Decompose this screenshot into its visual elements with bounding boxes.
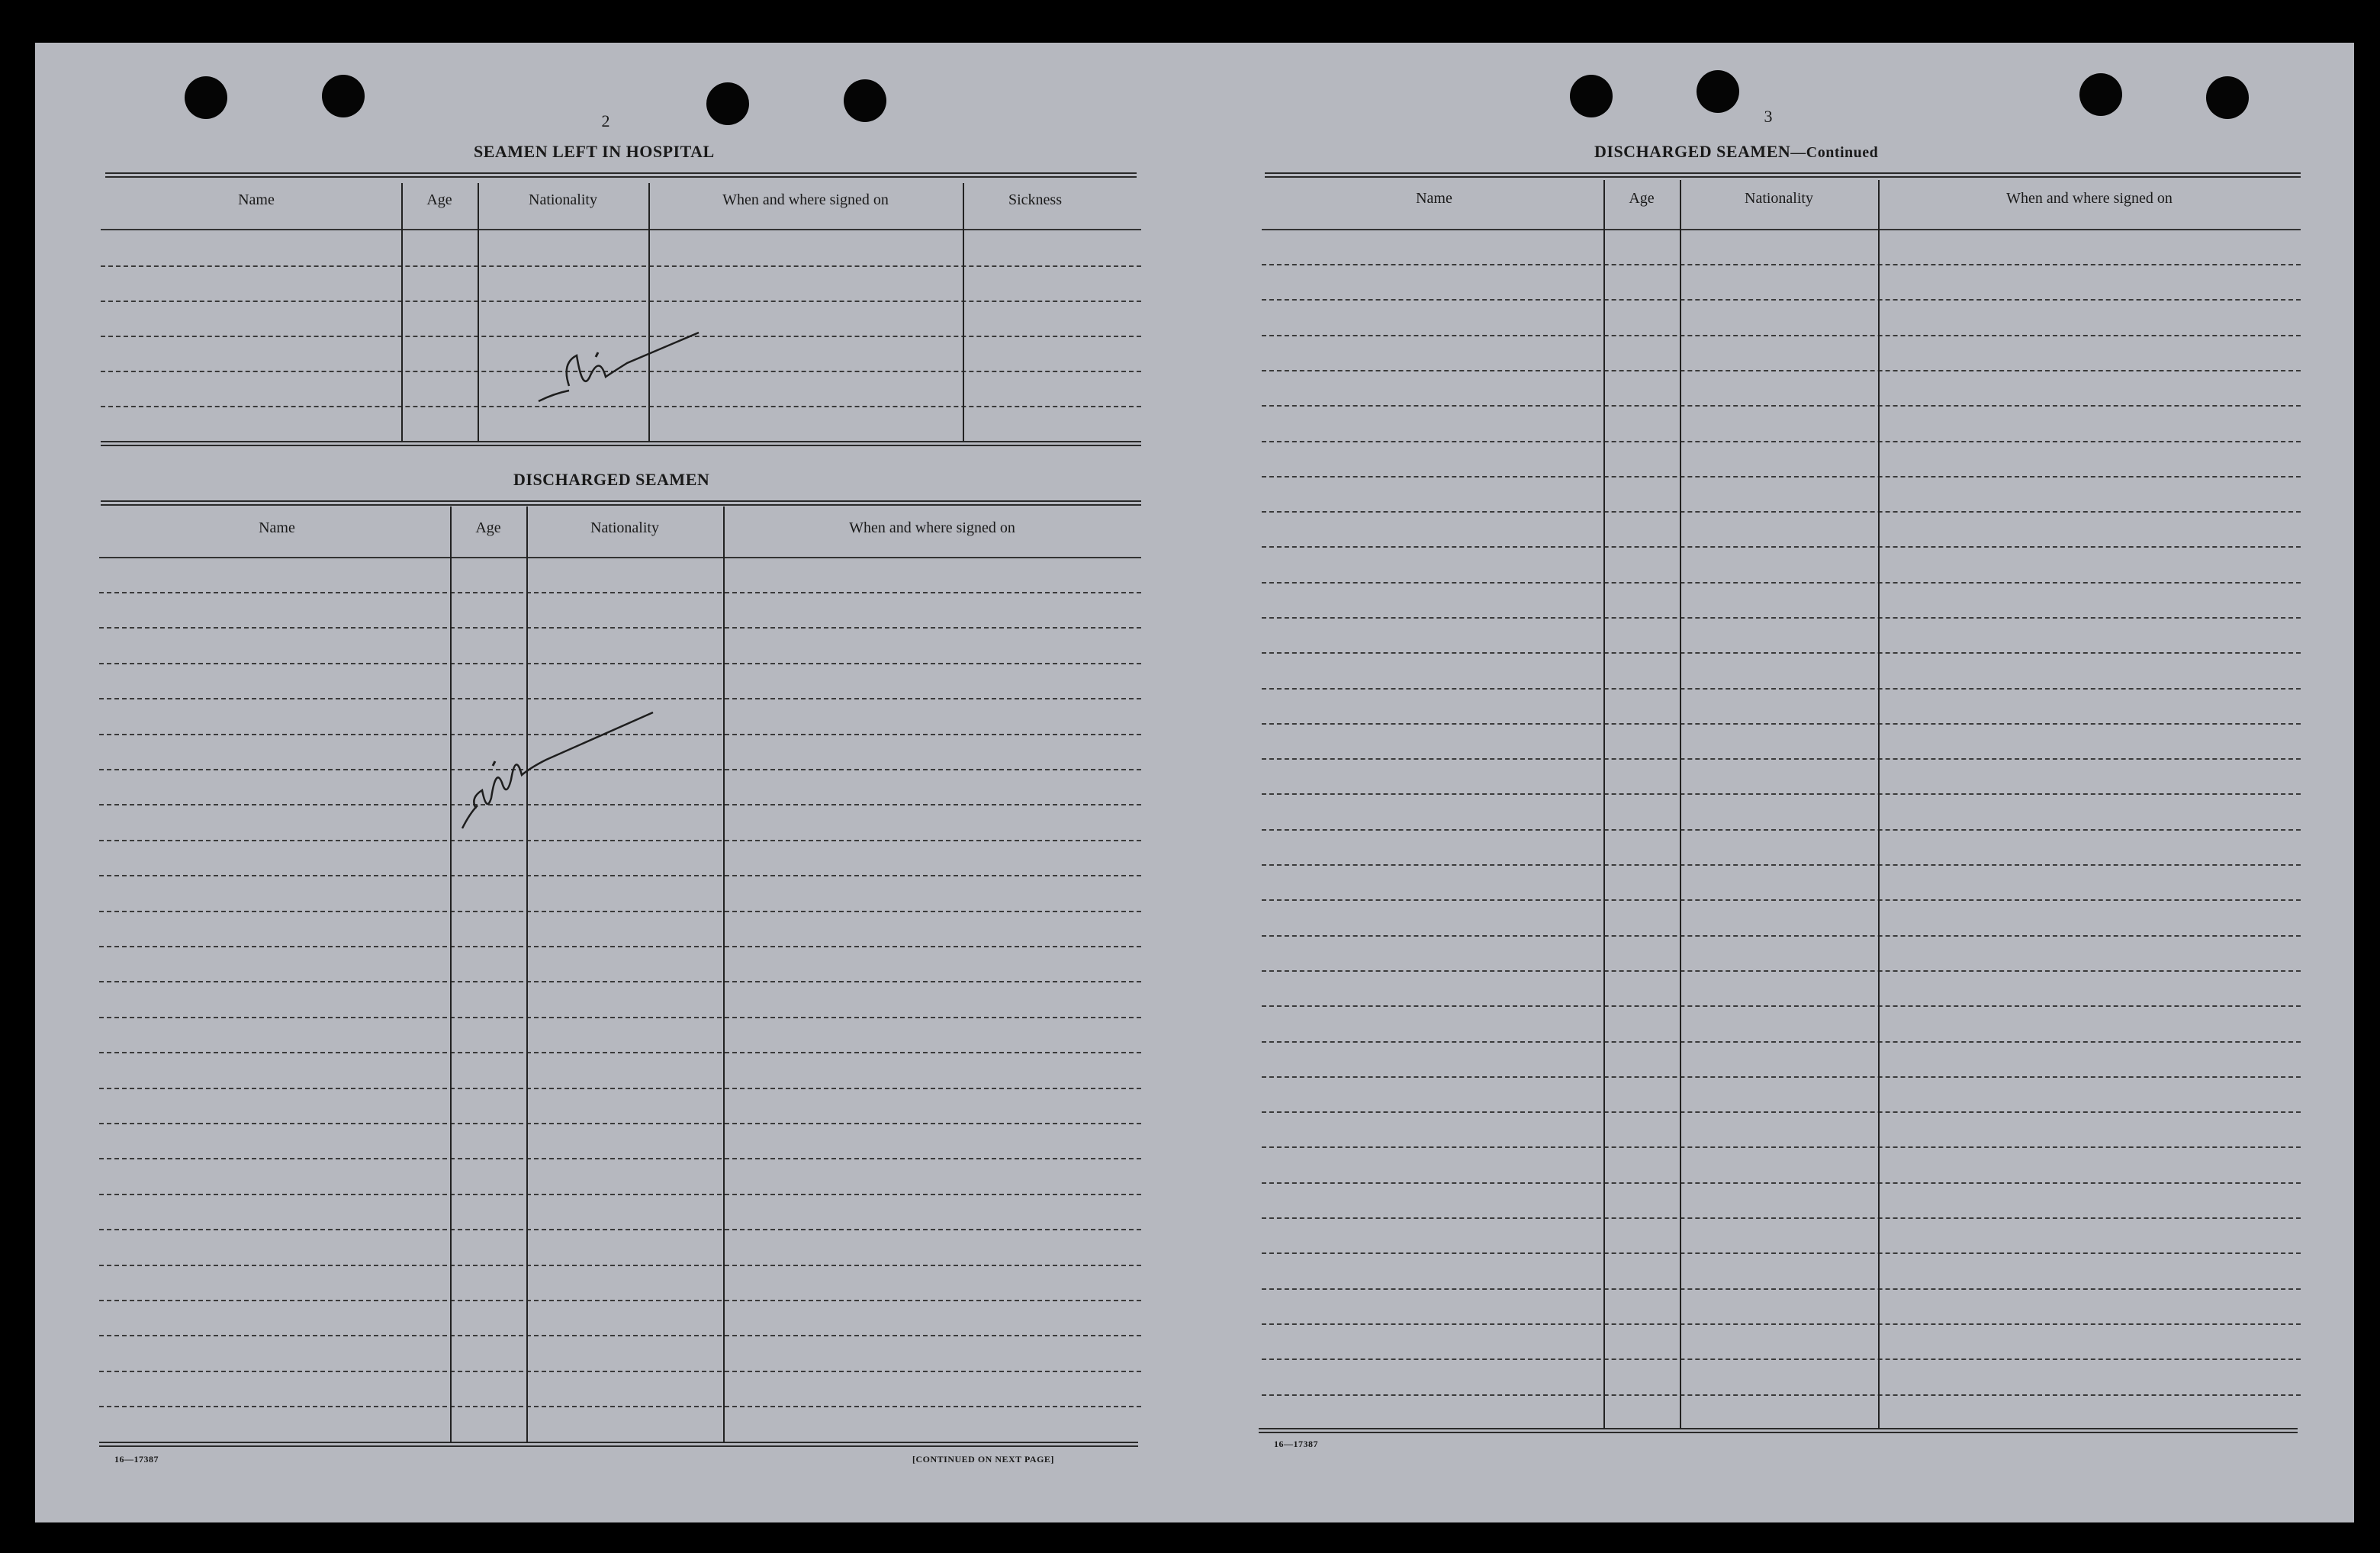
right-header-rule xyxy=(1262,229,2301,230)
table-row xyxy=(99,1229,1141,1230)
discharged-col-name: Name xyxy=(259,519,295,536)
table-row xyxy=(99,1194,1141,1195)
hospital-section-title: SEAMEN LEFT IN HOSPITAL xyxy=(474,142,715,161)
table-row xyxy=(99,1158,1141,1159)
table-row xyxy=(99,1123,1141,1124)
page-number-right: 3 xyxy=(1764,107,1773,126)
punch-hole xyxy=(322,75,365,117)
table-row xyxy=(99,1088,1141,1089)
hospital-col-nationality: Nationality xyxy=(529,191,597,208)
table-row xyxy=(1262,441,2301,442)
discharged-section-title: DISCHARGED SEAMEN xyxy=(513,470,710,489)
hospital-col-divider xyxy=(478,183,479,442)
table-row xyxy=(99,875,1141,876)
table-row xyxy=(99,1265,1141,1266)
table-row xyxy=(1262,1288,2301,1290)
discharged-top-rule xyxy=(101,500,1141,506)
table-row xyxy=(1262,829,2301,831)
right-col-age: Age xyxy=(1629,190,1655,207)
discharged-continued-title xyxy=(1594,142,1878,162)
nil-handwriting xyxy=(493,302,767,424)
table-row xyxy=(99,1052,1141,1053)
table-row xyxy=(1262,546,2301,548)
discharged-col-divider xyxy=(526,506,528,1443)
table-row xyxy=(99,592,1141,593)
table-row xyxy=(1262,1076,2301,1078)
discharged-col-divider xyxy=(450,506,452,1443)
document-sheet xyxy=(35,43,2354,1522)
table-row xyxy=(99,1371,1141,1372)
discharged-bottom-rule xyxy=(99,1442,1138,1447)
punch-hole xyxy=(706,82,749,125)
table-row xyxy=(1262,617,2301,619)
table-row xyxy=(1262,899,2301,901)
punch-hole xyxy=(1570,75,1613,117)
right-col-divider xyxy=(1878,180,1880,1429)
table-row xyxy=(101,265,1141,267)
table-row xyxy=(99,981,1141,982)
table-row xyxy=(99,1017,1141,1018)
table-row xyxy=(1262,476,2301,477)
right-col-signed-on: When and where signed on xyxy=(2006,190,2173,207)
table-row xyxy=(1262,264,2301,265)
table-row xyxy=(1262,370,2301,371)
table-row xyxy=(1262,1323,2301,1325)
punch-hole xyxy=(185,76,227,119)
table-row xyxy=(1262,511,2301,513)
table-row xyxy=(99,911,1141,912)
table-row xyxy=(1262,793,2301,795)
form-number-right: 16—17387 xyxy=(1274,1439,1318,1449)
hospital-bottom-rule xyxy=(101,441,1141,446)
hospital-top-rule xyxy=(105,172,1137,178)
table-row xyxy=(99,1406,1141,1407)
table-row xyxy=(1262,652,2301,654)
table-row xyxy=(99,840,1141,841)
table-row xyxy=(1262,1394,2301,1396)
table-row xyxy=(1262,1041,2301,1043)
punch-hole xyxy=(1697,70,1739,113)
discharged-continued-title-main: DISCHARGED SEAMEN xyxy=(1594,142,1791,161)
right-col-divider xyxy=(1680,180,1681,1429)
table-row xyxy=(1262,1358,2301,1360)
table-row xyxy=(1262,582,2301,584)
table-row xyxy=(1262,723,2301,725)
right-col-divider xyxy=(1603,180,1605,1429)
table-row xyxy=(1262,1146,2301,1148)
table-row xyxy=(1262,688,2301,690)
table-row xyxy=(99,1300,1141,1301)
hospital-col-signed-on: When and where signed on xyxy=(722,191,889,208)
table-row xyxy=(1262,1111,2301,1113)
table-row xyxy=(99,627,1141,629)
continued-note: [CONTINUED ON NEXT PAGE] xyxy=(912,1454,1054,1465)
table-row xyxy=(1262,758,2301,760)
right-col-name: Name xyxy=(1416,190,1452,207)
discharged-col-divider xyxy=(723,506,725,1443)
hospital-header-rule xyxy=(101,229,1141,230)
table-row xyxy=(1262,970,2301,972)
punch-hole xyxy=(844,79,886,122)
table-row xyxy=(1262,864,2301,866)
right-col-nationality: Nationality xyxy=(1745,190,1813,207)
discharged-header-rule xyxy=(99,557,1141,558)
hospital-col-name: Name xyxy=(238,191,275,208)
table-row xyxy=(1262,299,2301,301)
right-top-rule xyxy=(1265,172,2301,178)
table-row xyxy=(1262,1182,2301,1184)
page-number-left: 2 xyxy=(601,111,610,130)
table-row xyxy=(99,946,1141,947)
punch-hole xyxy=(2206,76,2249,119)
table-row xyxy=(1262,1217,2301,1219)
discharged-col-nationality: Nationality xyxy=(590,519,659,536)
table-row xyxy=(1262,1005,2301,1007)
discharged-continued-title-suffix: —Continued xyxy=(1790,144,1879,161)
hospital-col-divider xyxy=(963,183,964,442)
right-bottom-rule xyxy=(1259,1428,2298,1433)
hospital-col-age: Age xyxy=(426,191,452,208)
table-row xyxy=(99,1335,1141,1336)
form-number-left: 16—17387 xyxy=(114,1454,159,1465)
punch-hole xyxy=(2079,73,2122,116)
discharged-col-age: Age xyxy=(475,519,501,536)
table-row xyxy=(1262,935,2301,937)
nil-handwriting xyxy=(416,683,691,836)
table-row xyxy=(1262,1252,2301,1254)
hospital-col-divider xyxy=(401,183,403,442)
table-row xyxy=(99,663,1141,664)
hospital-col-sickness: Sickness xyxy=(1008,191,1062,208)
table-row xyxy=(1262,335,2301,336)
discharged-col-signed-on: When and where signed on xyxy=(849,519,1015,536)
table-row xyxy=(1262,405,2301,407)
